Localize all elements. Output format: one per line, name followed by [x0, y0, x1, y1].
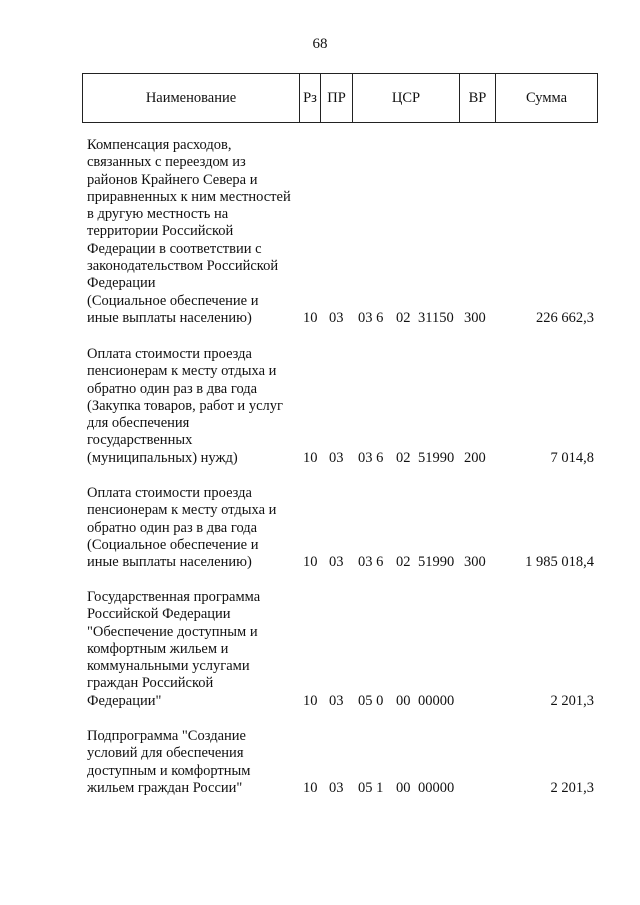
row-sum: 226 662,3 [536, 310, 594, 326]
row-name: Компенсация расходов, связанных с переездом из районов Крайнего Севера и приравненных к ним местностей в другую местность на территории Российской Федерации в соответствии с законодательством Российской Федерации (Социальное обеспечение и иные выплаты населению) [87, 137, 291, 326]
row-name: Подпрограмма "Создание условий для обеспечения доступным и комфортным жильем граждан России" [87, 728, 251, 796]
row-rz: 10 [303, 310, 318, 326]
table-row [0, 485, 640, 575]
row-sum: 7 014,8 [550, 450, 594, 466]
row-name: Государственная программа Российской Федерации "Обеспечение доступным и комфортным жильем и коммунальными услугами граждан Российской Федерации" [87, 589, 261, 709]
row-csr-direction: 00000 [418, 693, 455, 709]
row-pr: 03 [329, 693, 344, 709]
row-vr: 300 [464, 554, 486, 570]
header-csr: ЦСР [353, 74, 460, 122]
table-row [0, 728, 640, 800]
row-csr-program: 05 1 [358, 780, 384, 796]
table-row [0, 137, 640, 332]
row-csr-subprogram: 02 [396, 554, 411, 570]
row-csr-program: 03 6 [358, 450, 384, 466]
table-row [0, 346, 640, 471]
row-vr: 300 [464, 310, 486, 326]
row-csr-subprogram: 02 [396, 310, 411, 326]
row-csr-program: 03 6 [358, 554, 384, 570]
row-pr: 03 [329, 780, 344, 796]
table-header [82, 73, 598, 123]
row-csr-subprogram: 02 [396, 450, 411, 466]
row-rz: 10 [303, 450, 318, 466]
row-rz: 10 [303, 554, 318, 570]
row-csr-direction: 51990 [418, 554, 455, 570]
row-csr-subprogram: 00 [396, 693, 411, 709]
row-sum: 2 201,3 [550, 780, 594, 796]
row-name: Оплата стоимости проезда пенсионерам к месту отдыха и обратно один раз в два года (Социальное обеспечение и иные выплаты населению) [87, 485, 277, 571]
row-sum: 1 985 018,4 [525, 554, 594, 570]
row-csr-direction: 00000 [418, 780, 455, 796]
row-rz: 10 [303, 693, 318, 709]
row-name: Оплата стоимости проезда пенсионерам к месту отдыха и обратно один раз в два года (Закупка товаров, работ и услуг для обеспечения государственных (муниципальных) нужд) [87, 346, 283, 466]
header-sum: Сумма [525, 90, 568, 106]
header-name: Наименование [83, 74, 300, 122]
row-pr: 03 [329, 450, 344, 466]
row-csr-program: 03 6 [358, 310, 384, 326]
row-vr: 200 [464, 450, 486, 466]
header-pr: ПР [321, 74, 353, 122]
row-pr: 03 [329, 554, 344, 570]
row-csr-program: 05 0 [358, 693, 384, 709]
header-vr: ВР [460, 74, 496, 122]
table-row [0, 589, 640, 714]
row-sum: 2 201,3 [550, 693, 594, 709]
page-number: 68 [312, 36, 328, 52]
row-csr-direction: 31150 [418, 310, 454, 326]
row-pr: 03 [329, 310, 344, 326]
header-rz: Рз [300, 74, 321, 122]
row-csr-subprogram: 00 [396, 780, 411, 796]
row-rz: 10 [303, 780, 318, 796]
row-csr-direction: 51990 [418, 450, 455, 466]
